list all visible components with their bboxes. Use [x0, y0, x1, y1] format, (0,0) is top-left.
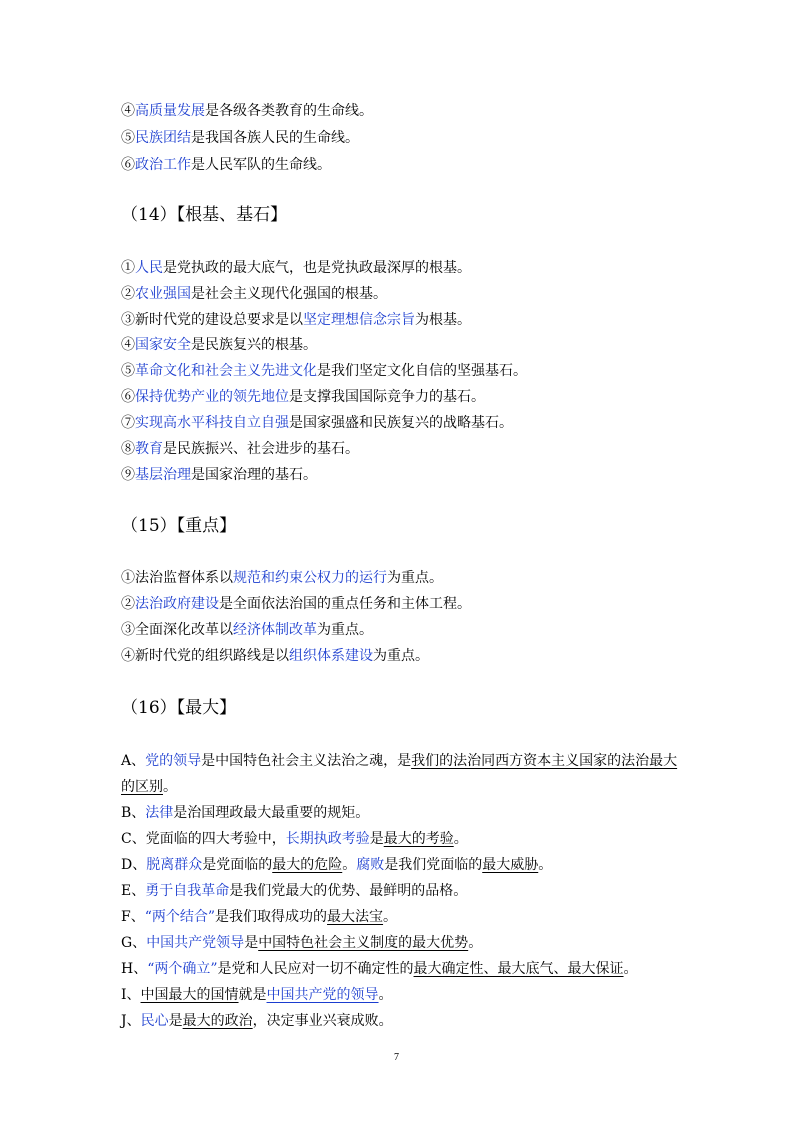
item-letter: F、	[121, 909, 145, 925]
underlined-text: 中国最大的国情	[140, 987, 239, 1003]
list-item	[121, 439, 701, 459]
item-text: 是民族复兴的根基。	[191, 337, 317, 353]
item-text: 是国家治理的基石。	[191, 467, 317, 483]
key-term: 脱离群众	[146, 857, 203, 873]
item-text: 法治监督体系以	[135, 570, 233, 586]
item-text: 为根基。	[415, 312, 471, 328]
item-text: 是全面依法治国的重点任务和主体工程。	[219, 596, 471, 612]
key-term: 民心	[140, 1013, 169, 1029]
item-number: ④	[121, 337, 135, 353]
list-item-continuation	[121, 777, 701, 797]
key-term: 中国共产党的领导	[266, 987, 379, 1003]
underlined-text: 的区别	[121, 779, 163, 795]
underlined-text: 中国特色社会主义制度的最大优势	[258, 935, 469, 951]
item-text: 是	[244, 935, 259, 951]
key-term: 人民	[135, 260, 163, 276]
item-number: ⑤	[121, 363, 135, 379]
item-number: ①	[121, 260, 135, 276]
key-term: 组织体系建设	[289, 648, 373, 664]
key-term: 党的领导	[145, 753, 202, 769]
item-text: 是党和人民应对一切不确定性的	[217, 961, 414, 977]
key-term: “两个确立”	[147, 961, 218, 977]
item-letter: I、	[121, 987, 141, 1003]
list-item	[121, 620, 701, 640]
key-term: 保持优势产业的领先地位	[135, 389, 289, 405]
list-item	[121, 646, 701, 666]
list-item	[121, 465, 701, 485]
item-text: 是人民军队的生命线。	[191, 157, 331, 173]
list-item	[121, 258, 701, 278]
list-item	[121, 594, 701, 614]
section-heading: （14）【根基、基石】	[121, 205, 288, 225]
key-term: 革命文化和社会主义先进文化	[135, 363, 317, 379]
key-term: 长期执政考验	[285, 831, 370, 847]
item-text: 为重点。	[387, 570, 443, 586]
item-text: 是	[369, 831, 384, 847]
item-text: 是国家强盛和民族复兴的战略基石。	[289, 415, 513, 431]
key-term: 勇于自我革命	[145, 883, 230, 899]
item-letter: J、	[121, 1013, 141, 1029]
key-term: 高质量发展	[135, 103, 205, 119]
item-number: ⑨	[121, 467, 135, 483]
item-text: 是民族振兴、社会进步的基石。	[163, 441, 359, 457]
item-letter: A、	[121, 753, 146, 769]
key-term: 坚定理想信念宗旨	[303, 312, 415, 328]
section-heading: （16）【最大】	[121, 698, 237, 718]
key-term: 国家安全	[135, 337, 191, 353]
item-text: 新时代党的组织路线是以	[135, 648, 289, 664]
item-text: 就是	[238, 987, 267, 1003]
item-number: ④	[121, 648, 135, 664]
list-item	[121, 829, 701, 849]
list-item	[121, 985, 701, 1005]
list-item	[121, 284, 701, 304]
item-text: 是党面临的	[202, 857, 273, 873]
key-term: 基层治理	[135, 467, 191, 483]
item-number: ④	[121, 103, 135, 119]
item-text: 为重点。	[373, 648, 429, 664]
underlined-text: 最大的考验	[383, 831, 454, 847]
key-term: 教育	[135, 441, 163, 457]
item-number: ⑥	[121, 157, 135, 173]
item-text: 。	[383, 909, 398, 925]
list-item	[121, 387, 701, 407]
list-item	[121, 310, 701, 330]
item-text: 是我们取得成功的	[215, 909, 328, 925]
item-text: 是我们坚定文化自信的坚强基石。	[317, 363, 527, 379]
item-text: C、党面临的四大考验中，	[121, 831, 286, 847]
key-term: 法治政府建设	[135, 596, 219, 612]
item-text: 是我们党面临的	[384, 857, 483, 873]
item-text: 。	[163, 779, 177, 795]
page-number: 7	[394, 1052, 399, 1063]
key-term: 法律	[145, 805, 174, 821]
list-item	[121, 959, 701, 979]
list-item	[121, 413, 701, 433]
item-text: 。	[623, 961, 638, 977]
item-text: 。	[378, 987, 393, 1003]
list-item	[121, 361, 701, 381]
item-letter: B、	[121, 805, 146, 821]
item-text: 。	[538, 857, 553, 873]
item-number: ②	[121, 596, 135, 612]
item-text: 。	[468, 935, 483, 951]
key-term: “两个结合”	[144, 909, 216, 925]
underlined-text: 最大确定性、最大底气、最大保证	[413, 961, 624, 977]
list-item	[121, 1011, 701, 1031]
list-item	[121, 155, 701, 175]
underlined-text: 最大法宝	[327, 909, 384, 925]
underlined-text: 最大的政治	[182, 1013, 253, 1029]
key-term: 民族团结	[135, 130, 191, 146]
item-text: 。	[453, 831, 468, 847]
item-text: 是中国特色社会主义法治之魂，是	[201, 753, 412, 769]
list-item	[121, 101, 701, 121]
item-letter: E、	[121, 883, 146, 899]
item-number: ⑥	[121, 389, 135, 405]
list-item	[121, 335, 701, 355]
list-item	[121, 881, 701, 901]
item-text: 是党执政的最大底气，也是党执政最深厚的根基。	[163, 260, 471, 276]
item-number: ③	[121, 312, 135, 328]
item-letter: D、	[121, 857, 147, 873]
key-term: 经济体制改革	[233, 622, 317, 638]
underlined-text: 最大的危险	[272, 857, 343, 873]
item-number: ①	[121, 570, 135, 586]
list-item	[121, 855, 701, 875]
item-letter: G、	[121, 935, 147, 951]
item-text: 是治国理政最大最重要的规矩。	[173, 805, 370, 821]
item-number: ②	[121, 286, 135, 302]
item-text: 全面深化改革以	[135, 622, 233, 638]
item-text: 是我国各族人民的生命线。	[191, 130, 359, 146]
underlined-text: 最大威胁	[482, 857, 539, 873]
list-item	[121, 751, 701, 771]
key-term: 中国共产党领导	[146, 935, 245, 951]
item-text: 是社会主义现代化强国的根基。	[191, 286, 387, 302]
item-text: 新时代党的建设总要求是以	[135, 312, 303, 328]
underlined-text: 我们的法治同西方资本主义国家的法治最大	[411, 753, 678, 769]
item-letter: H、	[121, 961, 148, 977]
list-item	[121, 933, 701, 953]
list-item	[121, 803, 701, 823]
key-term: 规范和约束公权力的运行	[233, 570, 387, 586]
list-item	[121, 907, 701, 927]
item-number: ⑦	[121, 415, 135, 431]
list-item	[121, 128, 701, 148]
key-term: 政治工作	[135, 157, 191, 173]
item-number: ③	[121, 622, 135, 638]
list-item	[121, 568, 701, 588]
item-number: ⑤	[121, 130, 135, 146]
key-term: 实现高水平科技自立自强	[135, 415, 289, 431]
item-text: 。	[342, 857, 357, 873]
item-text: 为重点。	[317, 622, 373, 638]
key-term: 农业强国	[135, 286, 191, 302]
item-text: 是我们党最大的优势、最鲜明的品格。	[229, 883, 468, 899]
section-heading: （15）【重点】	[121, 516, 237, 536]
item-text: 是支撑我国国际竞争力的基石。	[289, 389, 485, 405]
item-text: ，决定事业兴衰成败。	[252, 1013, 393, 1029]
item-text: 是各级各类教育的生命线。	[205, 103, 373, 119]
key-term: 腐败	[356, 857, 385, 873]
item-number: ⑧	[121, 441, 135, 457]
item-text: 是	[168, 1013, 183, 1029]
